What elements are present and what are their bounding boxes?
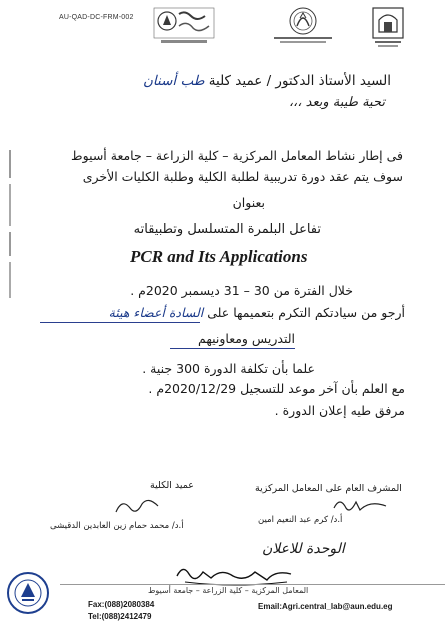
- dean-signature: [112, 494, 162, 522]
- request-underline-2: [170, 348, 295, 349]
- request-line-1: [109, 305, 405, 320]
- paragraph-line-1: فى إطار نشاط المعامل المركزية – كلية الزراعة – جامعة أسيوط: [71, 148, 403, 163]
- stamp-icon: [6, 571, 50, 615]
- handwritten-faculty: طب أسنان: [143, 73, 205, 89]
- side-margin-note: [4, 150, 14, 300]
- paragraph-line-3: بعنوان: [232, 195, 265, 210]
- paragraph-line-2: سوف يتم عقد دورة تدريبية لطلبة الكلية وطلبة الكليات الأخرى: [82, 169, 403, 184]
- request-text: أرجو من سيادتكم التكرم بتعميمها على: [203, 305, 405, 320]
- supervisor-name: أ.د/ كرم عبد النعيم امين: [258, 515, 343, 525]
- request-highlighted: السادة أعضاء هيئة: [108, 305, 204, 320]
- attachment-note: مرفق طيه إعلان الدورة .: [274, 403, 405, 418]
- salutation-text: السيد الأستاذ الدكتور / عميد كلية: [208, 73, 391, 89]
- handwritten-note: الوحدة للاعلان: [262, 541, 345, 557]
- dean-title: عميد الكلية: [150, 480, 194, 491]
- footer-divider: [60, 584, 445, 585]
- lab-logo: [153, 6, 215, 46]
- footer-tel: Tel:(088)2412479: [88, 612, 152, 621]
- course-title-english: PCR and Its Applications: [130, 247, 308, 266]
- dean-name: أ.د/ محمد حمام زين العابدين الدقيشى: [50, 521, 184, 531]
- request-line-2: التدريس ومعاونيهم: [198, 331, 295, 346]
- footer-email: Email:Agri.central_lab@aun.edu.eg: [258, 602, 393, 611]
- footer-lab-name: المعامل المركزية – كلية الزراعة – جامعة أسيوط: [148, 586, 309, 595]
- university-logo: [371, 6, 405, 46]
- supervisor-title: المشرف العام على المعامل المركزية: [255, 483, 402, 494]
- greeting-line: تحية طيبة وبعد ،،،: [288, 95, 385, 110]
- course-title-arabic: تفاعل البلمرة المتسلسل وتطبيقاته: [133, 222, 321, 237]
- footer-fax: Fax:(088)2080384: [88, 600, 155, 609]
- course-fee: علما بأن تكلفة الدورة 300 جنية .: [142, 361, 315, 376]
- faculty-logo: [268, 6, 338, 46]
- course-period: خلال الفترة من 30 – 31 ديسمبر 2020م .: [130, 283, 353, 298]
- form-code: AU-QAD-DC-FRM-002: [59, 14, 134, 21]
- request-underline: [40, 322, 200, 323]
- registration-deadline: مع العلم بأن آخر موعد للتسجيل 2020/12/29م .: [148, 381, 405, 396]
- salutation-line: [143, 73, 391, 89]
